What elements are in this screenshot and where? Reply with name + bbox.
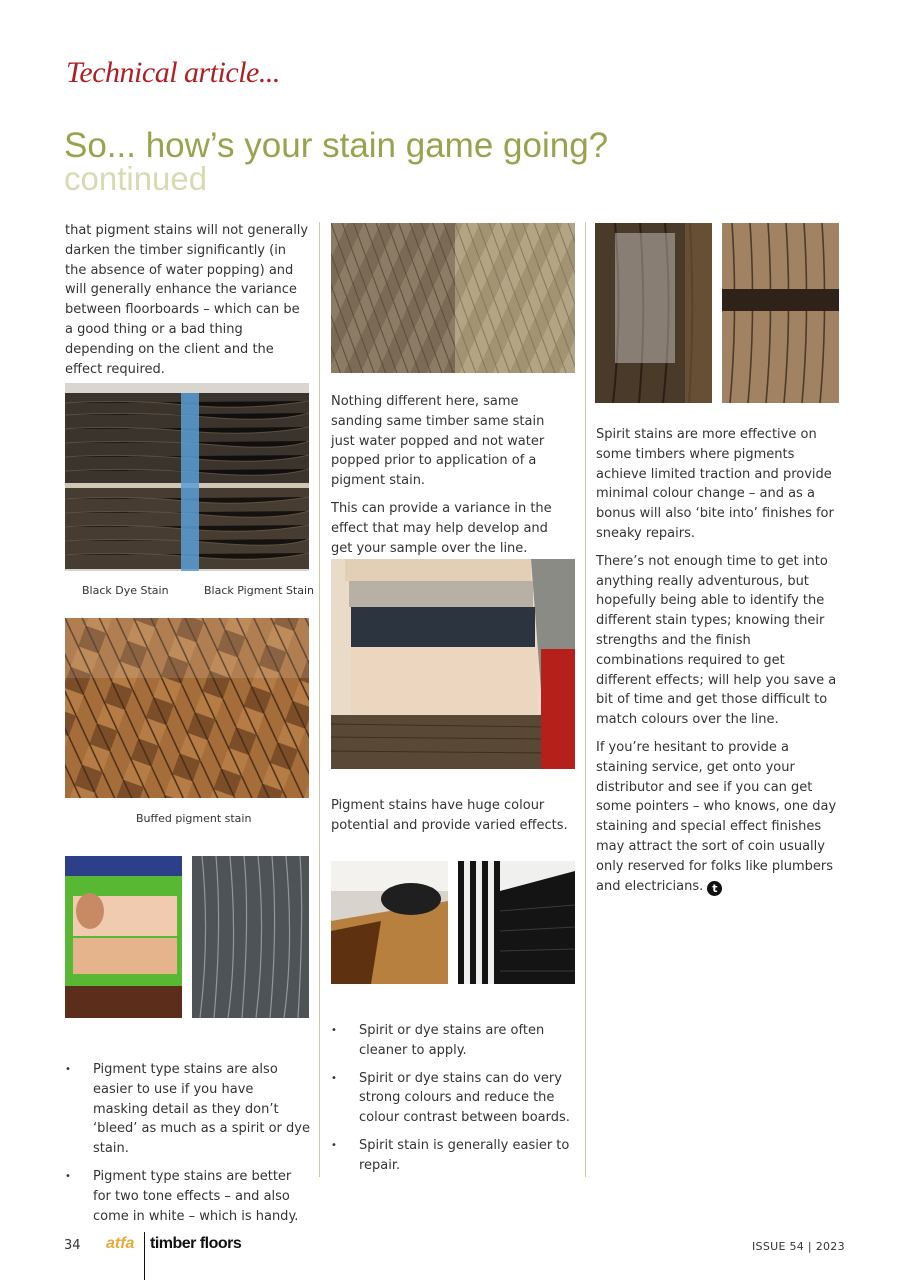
section-kicker: Technical article... xyxy=(66,56,280,89)
col3-para-2: There’s not enough time to get into anything really adventurous, but hopefully being able to identify the different stain types; knowing their strengths and the finish combinations required to get different effects; will help you save a bit of time and get those difficult to match colours over the line. xyxy=(596,553,837,728)
col1-bullet-list xyxy=(65,1060,310,1234)
col1-intro-text: that pigment stains will not generally darken the timber significantly (in the absence of water popping) and will generally enhance the variance between floorboards – which can be a good thing or a bad thing depending on the client and the effect required. xyxy=(65,223,309,377)
col2-para-1: Nothing different here, same sanding same timber same stain just water popped and not water popped prior to application of a pigment stain. xyxy=(331,394,545,489)
staining-skirting-photo xyxy=(331,861,448,984)
caption-black-pigment-stain: Black Pigment Stain xyxy=(204,584,315,597)
col3-text-block xyxy=(596,425,841,904)
atfa-logo: atfa xyxy=(106,1235,135,1252)
caption-buffed-pigment-stain: Buffed pigment stain xyxy=(136,812,252,825)
col1-bullet-1: • Pigment type stains are also easier to use if you have masking detail as they don’t ‘bleed’ as much as a spirit or dye stain. xyxy=(65,1060,310,1159)
footer-logo-divider xyxy=(144,1232,145,1280)
col2-bullet-1: • Spirit or dye stains are often cleaner to apply. xyxy=(331,1021,576,1061)
article-subtitle: continued xyxy=(64,160,208,197)
caption-black-dye-stain: Black Dye Stain xyxy=(82,584,169,597)
col2-para-2: This can provide a variance in the effect that may help develop and get your sample over the line. xyxy=(331,500,552,556)
timber-floors-logo: timber floors xyxy=(150,1235,242,1252)
column-divider-1 xyxy=(319,222,320,1177)
herringbone-water-popped-photo xyxy=(331,223,575,373)
grey-wire-brushed-photo xyxy=(192,856,309,1018)
pigment-colour-boards-photo xyxy=(331,559,575,769)
col3-para-3-text: If you’re hesitant to provide a staining service, get onto your distributor and see if you can get some pointers – who knows, one day staining and special effect finishes may attract the sort of coin usually only reserved for folks like plumbers and electricians. xyxy=(596,739,837,894)
col2-text-block xyxy=(331,392,571,566)
col1-bullet-2: • Pigment type stains are better for two tone effects – and also come in white – which is handy. xyxy=(65,1167,310,1226)
col2-bullet-list xyxy=(331,1021,576,1184)
page-number: 34 xyxy=(64,1238,81,1253)
col2-bullet-2: • Spirit or dye stains can do very strong colours and reduce the colour contrast between boards. xyxy=(331,1069,576,1128)
spirit-stain-band-photo xyxy=(722,223,839,403)
end-of-article-icon: t xyxy=(707,881,722,896)
issue-label: ISSUE 54 | 2023 xyxy=(752,1240,845,1253)
article-title: So... how’s your stain game going? xyxy=(64,126,609,165)
col3-para-1: Spirit stains are more effective on some timbers where pigments achieve limited traction and provide minimal colour change – and as a bonus will also ‘bite into’ finishes for sneaky repairs. xyxy=(596,427,834,541)
caption-pigment-potential: Pigment stains have huge colour potential and provide varied effects. xyxy=(331,798,568,833)
buffed-herringbone-photo xyxy=(65,618,309,798)
stain-comparison-photo xyxy=(65,383,309,571)
col3-para-3 xyxy=(596,738,841,896)
col1-intro xyxy=(65,221,310,387)
black-staircase-photo xyxy=(458,861,575,984)
column-divider-2 xyxy=(585,222,586,1177)
col2-bullet-3: • Spirit stain is generally easier to repair. xyxy=(331,1136,576,1176)
masking-sample-photo xyxy=(65,856,182,1018)
col2-caption-block xyxy=(331,796,571,844)
glossy-spirit-stain-photo xyxy=(595,223,712,403)
